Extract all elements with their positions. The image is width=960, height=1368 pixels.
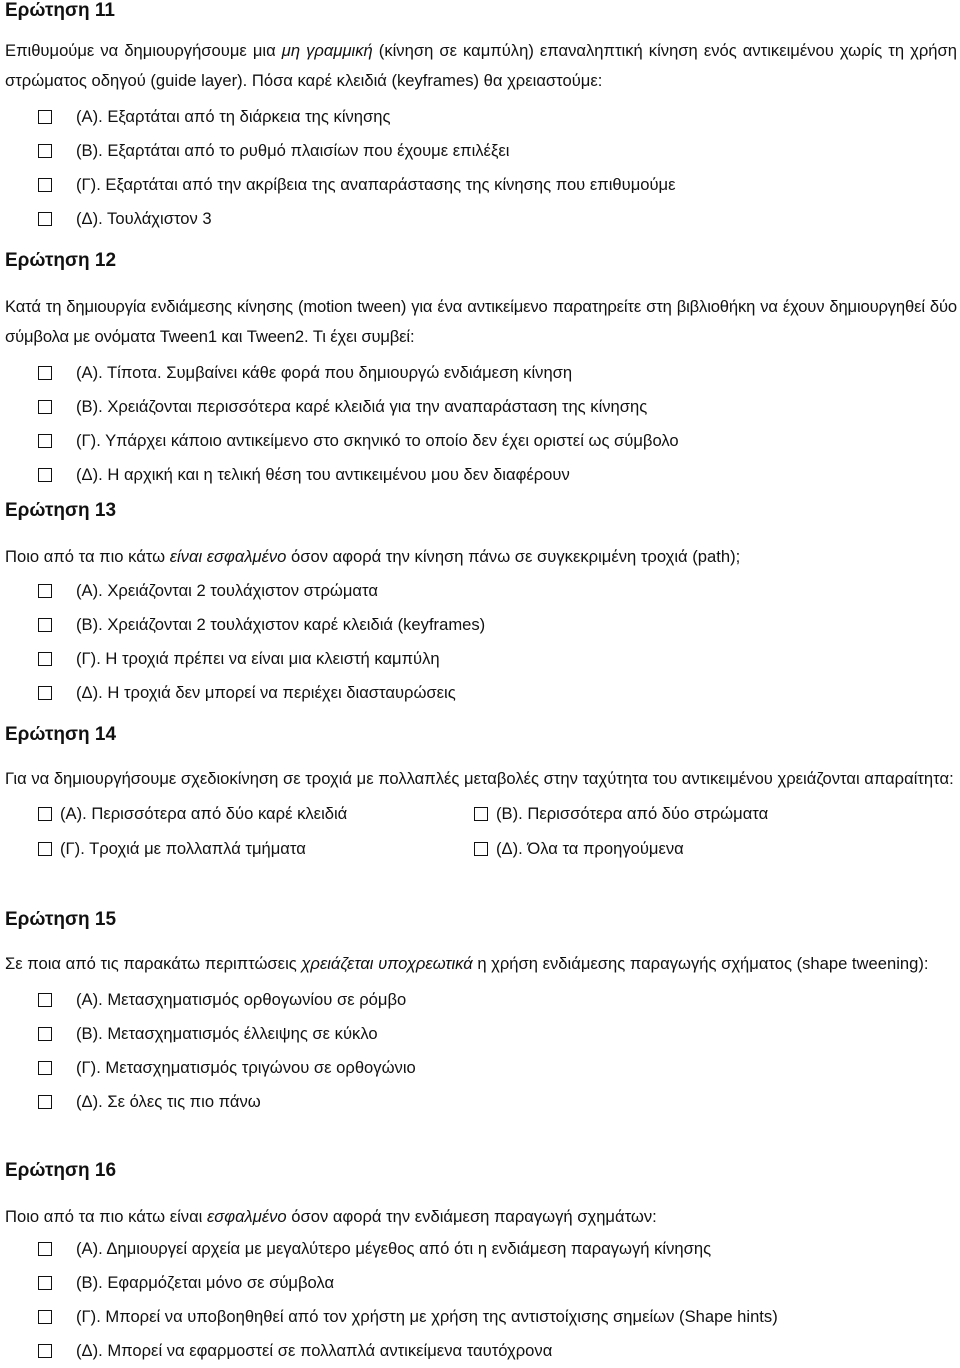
checkbox-icon[interactable] [38,807,52,821]
answer-option[interactable]: (Α). Δημιουργεί αρχεία με μεγαλύτερο μέγεθος από ότι η ενδιάμεση παραγωγή κίνησης [5,1232,957,1266]
checkbox-icon[interactable] [38,366,52,380]
answer-option[interactable]: (Δ). Όλα τα προηγούμενα [470,831,940,866]
checkbox-icon[interactable] [38,1276,52,1290]
checkbox-icon[interactable] [38,1027,52,1041]
checkbox-icon[interactable] [38,400,52,414]
answer-option[interactable]: (Β). Εφαρμόζεται μόνο σε σύμβολα [5,1266,957,1300]
question-16 [5,1160,957,1368]
question-text: Κατά τη δημιουργία ενδιάμεσης κίνησης (motion tween) για ένα αντικείμενο παρατηρείτε στη βιβλιοθήκη να έχουν δημιουργηθεί δύο σύμβολα με ονόματα Tween1 και Tween2. Τι έχει συμβεί: [5,297,957,346]
answer-option[interactable]: (Β). Χρειάζονται 2 τουλάχιστον καρέ κλειδιά (keyframes) [5,608,957,642]
checkbox-icon[interactable] [38,144,52,158]
checkbox-icon[interactable] [474,807,488,821]
answer-option[interactable]: (Β). Εξαρτάται από το ρυθμό πλαισίων που έχουμε επιλέξει [5,134,957,168]
checkbox-icon[interactable] [38,1095,52,1109]
answer-option[interactable]: (Δ). Σε όλες τις πιο πάνω [5,1085,957,1119]
question-14 [5,724,957,866]
question-11 [5,0,957,236]
answer-option[interactable]: (Α). Εξαρτάται από τη διάρκεια της κίνησης [5,100,957,134]
question-title: Ερώτηση 11 [5,0,116,21]
question-title: Ερώτηση 16 [5,1160,117,1181]
answer-option[interactable]: (Β). Μετασχηματισμός έλλειψης σε κύκλο [5,1017,957,1051]
answer-options [5,796,957,866]
question-title: Ερώτηση 15 [5,909,117,930]
answer-options [5,356,957,492]
answer-option[interactable]: (Β). Χρειάζονται περισσότερα καρέ κλειδιά για την αναπαράσταση της κίνησης [5,390,957,424]
checkbox-icon[interactable] [38,434,52,448]
question-15 [5,909,957,1119]
checkbox-icon[interactable] [38,1242,52,1256]
question-13 [5,500,957,710]
answer-option[interactable]: (Α). Τίποτα. Συμβαίνει κάθε φορά που δημιουργώ ενδιάμεση κίνηση [5,356,957,390]
checkbox-icon[interactable] [38,1061,52,1075]
question-title: Ερώτηση 14 [5,724,117,745]
question-title: Ερώτηση 13 [5,500,117,521]
answer-option[interactable]: (Γ). Μπορεί να υποβοηθηθεί από τον χρήστη με χρήση της αντιστοίχισης σημείων (Shape hints) [5,1300,957,1334]
checkbox-icon[interactable] [474,842,488,856]
checkbox-icon[interactable] [38,842,52,856]
question-text: Για να δημιουργήσουμε σχεδιοκίνηση σε τροχιά με πολλαπλές μεταβολές στην ταχύτητα του αντικειμένου χρειάζονται απαραίτητα: [5,769,954,788]
question-title: Ερώτηση 12 [5,250,117,271]
answer-options [5,1232,957,1368]
question-text: Σε ποια από τις παρακάτω περιπτώσεις χρειάζεται υποχρεωτικά η χρήση ενδιάμεσης παραγωγής σχήματος (shape tweening): [5,954,929,973]
answer-option[interactable]: (Α). Περισσότερα από δύο καρέ κλειδιά [5,796,470,831]
checkbox-icon[interactable] [38,1344,52,1358]
answer-option[interactable]: (Α). Μετασχηματισμός ορθογωνίου σε ρόμβο [5,983,957,1017]
answer-option[interactable]: (Γ). Τροχιά με πολλαπλά τμήματα [5,831,470,866]
answer-option[interactable]: (Γ). Η τροχιά πρέπει να είναι μια κλειστή καμπύλη [5,642,957,676]
checkbox-icon[interactable] [38,1310,52,1324]
question-text: Ποιο από τα πιο κάτω είναι εσφαλμένο όσον αφορά την ενδιάμεση παραγωγή σχημάτων: [5,1207,657,1226]
answer-options [5,983,957,1119]
checkbox-icon[interactable] [38,993,52,1007]
answer-option[interactable]: (Β). Περισσότερα από δύο στρώματα [470,796,940,831]
answer-options [5,100,957,236]
checkbox-icon[interactable] [38,212,52,226]
question-text: Επιθυμούμε να δημιουργήσουμε μια μη γραμμική (κίνηση σε καμπύλη) επαναληπτική κίνηση ενός αντικειμένου χωρίς τη χρήση στρώματος οδηγού (guide layer). Πόσα καρέ κλειδιά (keyframes) θα χρειαστούμε: [5,41,957,90]
answer-option[interactable]: (Δ). Η τροχιά δεν μπορεί να περιέχει διασταυρώσεις [5,676,957,710]
checkbox-icon[interactable] [38,110,52,124]
question-12 [5,250,957,492]
answer-option[interactable]: (Γ). Υπάρχει κάποιο αντικείμενο στο σκηνικό το οποίο δεν έχει οριστεί ως σύμβολο [5,424,957,458]
answer-option[interactable]: (Γ). Εξαρτάται από την ακρίβεια της αναπαράστασης της κίνησης που επιθυμούμε [5,168,957,202]
answer-option[interactable]: (Δ). Μπορεί να εφαρμοστεί σε πολλαπλά αντικείμενα ταυτόχρονα [5,1334,957,1368]
checkbox-icon[interactable] [38,652,52,666]
checkbox-icon[interactable] [38,618,52,632]
answer-option[interactable]: (Δ). Τουλάχιστον 3 [5,202,957,236]
answer-options [5,574,957,710]
question-text: Ποιο από τα πιο κάτω είναι εσφαλμένο όσον αφορά την κίνηση πάνω σε συγκεκριμένη τροχιά (path); [5,547,741,566]
answer-option[interactable]: (Γ). Μετασχηματισμός τριγώνου σε ορθογώνιο [5,1051,957,1085]
checkbox-icon[interactable] [38,584,52,598]
answer-option[interactable]: (Δ). Η αρχική και η τελική θέση του αντικειμένου μου δεν διαφέρουν [5,458,957,492]
answer-option[interactable]: (Α). Χρειάζονται 2 τουλάχιστον στρώματα [5,574,957,608]
checkbox-icon[interactable] [38,178,52,192]
checkbox-icon[interactable] [38,686,52,700]
checkbox-icon[interactable] [38,468,52,482]
